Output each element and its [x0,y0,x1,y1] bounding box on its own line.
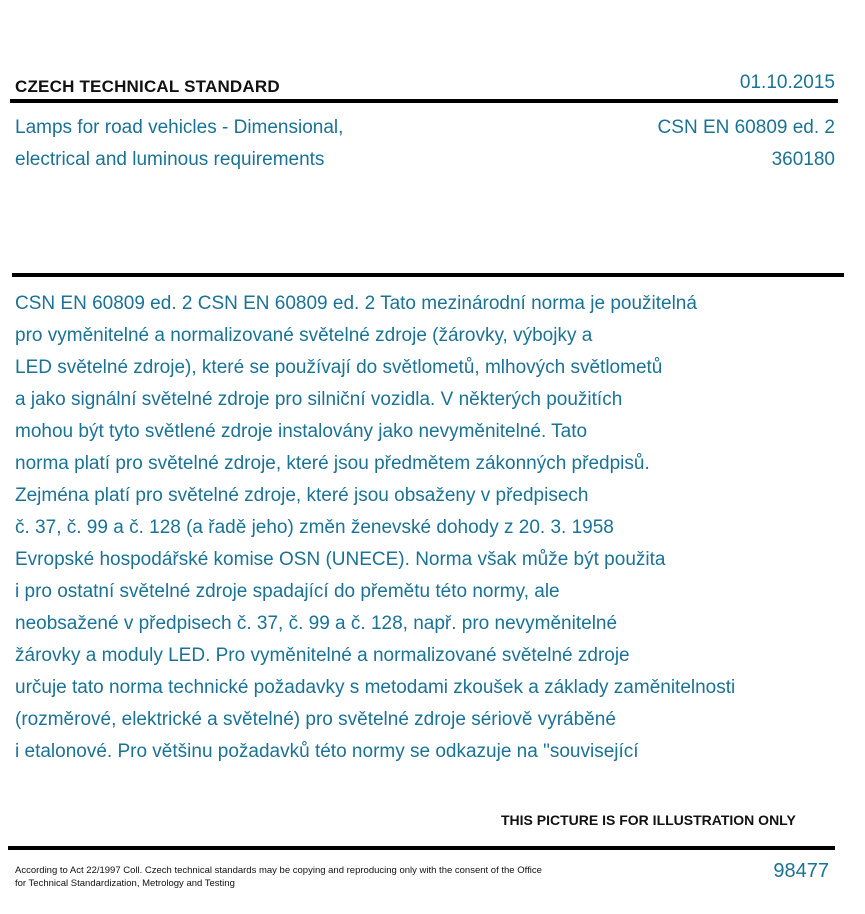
classification-code: 360180 [771,149,835,170]
illustration-notice: THIS PICTURE IS FOR ILLUSTRATION ONLY [501,812,796,828]
copyright-line-1: According to Act 22/1997 Coll. Czech technical standards may be copying and reproducing only with the consent of the Office [15,865,542,876]
abstract-line: LED světelné zdroje), které se používají do světlometů, mlhových světlometů [15,357,663,378]
publication-date: 01.10.2015 [739,72,835,93]
abstract-line: neobsažené v předpisech č. 37, č. 99 a č. 128, např. pro nevyměnitelné [15,613,618,634]
abstract-line: č. 37, č. 99 a č. 128 (a řadě jeho) změn ženevské dohody z 20. 3. 1958 [15,517,614,538]
header-divider [10,99,838,103]
abstract-line: (rozměrové, elektrické a světelné) pro světelné zdroje sériově vyráběné [15,709,616,730]
copyright-notice [15,864,542,890]
abstract-line: Evropské hospodářské komise OSN (UNECE). Norma však může být použita [15,549,666,570]
abstract-line: i pro ostatní světelné zdroje spadající do přemětu této normy, ale [15,581,560,602]
abstract-line: i etalonové. Pro většinu požadavků této normy se odkazuje na "související [15,741,639,762]
abstract-line: a jako signální světelné zdroje pro silniční vozidla. V některých použitích [15,389,623,410]
abstract-line: žárovky a moduly LED. Pro vyměnitelné a normalizované světelné zdroje [15,645,630,666]
footer-divider [8,846,835,850]
abstract-line: pro vyměnitelné a normalizované světelné zdroje (žárovky, výbojky a [15,325,593,346]
title-divider [12,273,844,277]
abstract-line: Zejména platí pro světelné zdroje, které jsou obsaženy v předpisech [15,485,589,506]
standard-code: CSN EN 60809 ed. 2 [657,117,835,138]
standard-title-line-1: Lamps for road vehicles - Dimensional, [15,117,344,138]
abstract-line: určuje tato norma technické požadavky s metodami zkoušek a základy zaměnitelnosti [15,677,736,698]
standard-title-line-2: electrical and luminous requirements [15,149,325,170]
abstract-line: mohou být tyto světlené zdroje instalovány jako nevyměnitelné. Tato [15,421,588,442]
abstract-line: norma platí pro světelné zdroje, které jsou předmětem zákonných předpisů. [15,453,650,474]
abstract-line: CSN EN 60809 ed. 2 CSN EN 60809 ed. 2 Tato mezinárodní norma je použitelná [15,293,697,314]
document-category: CZECH TECHNICAL STANDARD [15,77,280,96]
abstract-text [15,288,850,768]
document-number: 98477 [773,860,829,882]
copyright-line-2: for Technical Standardization, Metrology and Testing [15,878,235,889]
